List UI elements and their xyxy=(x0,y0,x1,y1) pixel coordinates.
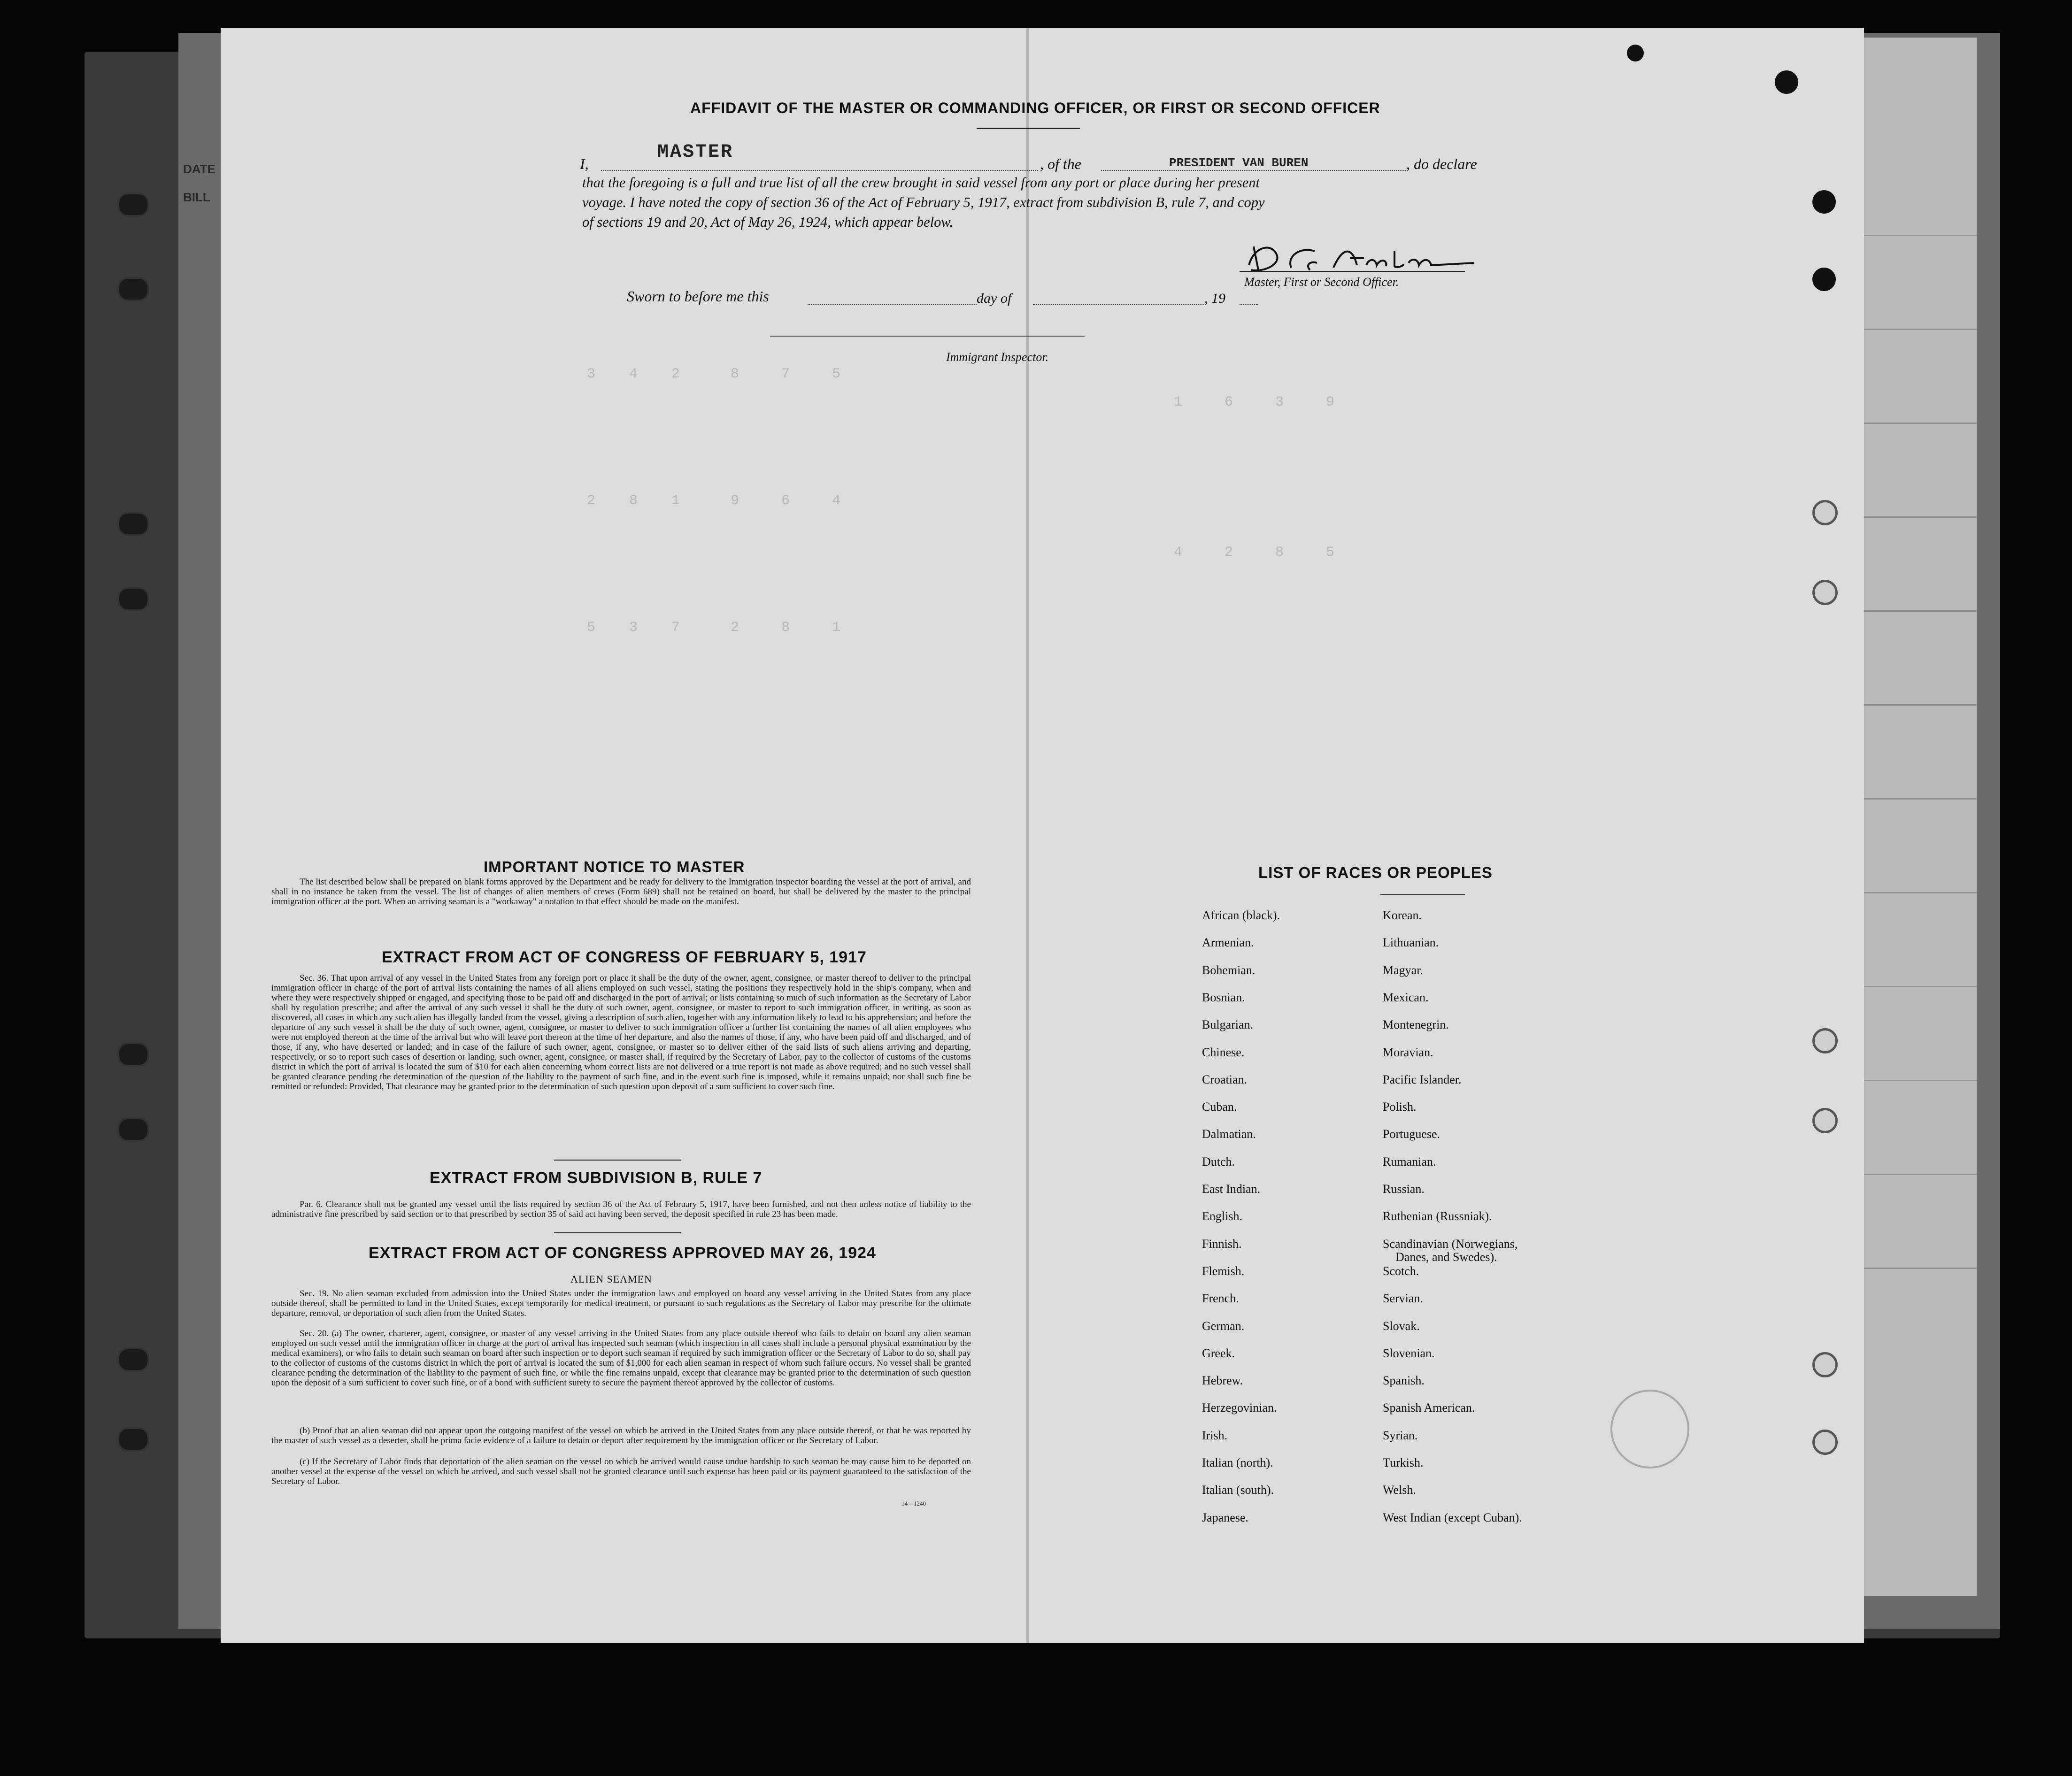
race-item: Mexican. xyxy=(1383,990,1429,1004)
race-item: German. xyxy=(1202,1319,1245,1333)
affidavit-vessel: PRESIDENT VAN BUREN xyxy=(1169,156,1309,170)
form-number: 14—1240 xyxy=(901,1500,926,1507)
race-item: Turkish. xyxy=(1383,1456,1424,1469)
extract-1917-text: Sec. 36. That upon arrival of any vessel in the United States from any foreign port or place it shall be the duty of the owner, agent, consignee, or master thereof to deliver to the principal immigration officer in charge of the port of arrival lists containing the names of all aliens employed on such vessel, stating the positions they respectively hold in the ship's company, when and where they were respectively shipped or engaged, and specifying those to be paid off and discharged in the port of arrival; or lists containing so much of such information as the Secretary of Labor shall by regulation prescribe; and after the arrival of any such vessel it shall be the duty of such owner, agent, consignee, or master to report to such immigration officer, in writing, as soon as discovered, all cases in which any such alien has illegally landed from the vessel, giving a description of such alien, together with any information likely to lead to his apprehension; and before the departure of any such vessel it shall be the duty of such owner, agent, consignee, or master to deliver to such immigration officer a further list containing the names of all alien employees who were not employed thereon at the time of the arrival but who will leave port thereon at the time of her departure, and also the names of those, if any, who have been paid off and discharged, and of those, if any, who have deserted or landed; and in case of the failure of such owner, agent, consignee, or master so to deliver either of the said lists of such aliens arriving and departing, respectively, or so to report such cases of desertion or landing, such owner, agent, consignee, or master shall, if required by the Secretary of Labor, pay to the collector of customs of the customs district in which the port of arrival is located the sum of $10 for each alien concerning whom correct lists are not delivered or a true report is not made as above required; and no such vessel shall be granted clearance pending the determination of the question of the liability to the payment of such fine, and in the event such fine is imposed, while it remains unpaid; nor shall such fine be remitted or refunded: Provided, That clearance may be granted prior to the determination of such question upon deposit of a sum sufficient to cover such fine. xyxy=(271,973,971,1092)
race-item: Ruthenian (Russniak). xyxy=(1383,1209,1492,1223)
race-item: Herzegovinian. xyxy=(1202,1401,1277,1415)
race-item: Portuguese. xyxy=(1383,1127,1440,1141)
binder-clip xyxy=(117,1427,149,1452)
race-item: Cuban. xyxy=(1202,1100,1237,1114)
race-item: Bosnian. xyxy=(1202,990,1245,1004)
customs-seal-stamp xyxy=(1610,1390,1689,1468)
binder-clip xyxy=(117,512,149,536)
day-of-label: day of xyxy=(977,291,1012,306)
race-item: English. xyxy=(1202,1209,1242,1223)
race-item: African (black). xyxy=(1202,908,1280,922)
subdivision-b-title: EXTRACT FROM SUBDIVISION B, RULE 7 xyxy=(430,1169,763,1187)
race-item: Moravian. xyxy=(1383,1045,1433,1059)
race-item: Rumanian. xyxy=(1383,1154,1436,1169)
race-item: Dutch. xyxy=(1202,1154,1235,1169)
race-item: Syrian. xyxy=(1383,1428,1418,1442)
punch-hole-ring xyxy=(1812,1028,1838,1053)
punch-hole-ring xyxy=(1812,1352,1838,1377)
inspector-caption: Immigrant Inspector. xyxy=(946,350,1049,364)
race-item: Slovak. xyxy=(1383,1319,1420,1333)
affidavit-title: AFFIDAVIT OF THE MASTER OR COMMANDING OFFICER, OR FIRST OR SECOND OFFICER xyxy=(690,100,1380,116)
race-item: Scandinavian (Norwegians, xyxy=(1383,1237,1518,1251)
race-item: Japanese. xyxy=(1202,1510,1248,1524)
binder-clip xyxy=(117,587,149,611)
binder-clip xyxy=(117,277,149,301)
race-item: Croatian. xyxy=(1202,1072,1248,1086)
race-item: Armenian. xyxy=(1202,936,1254,950)
document-sheet xyxy=(221,28,1864,1643)
binder-clip xyxy=(117,1117,149,1142)
sec-19-text: Sec. 19. No alien seaman excluded from admission into the United States under the immigration laws and employed on board any vessel arriving in the United States from any place outside thereof, shall be permitted to land in the United States, except temporarily for medical treatment, or pursuant to such regulations as the Secretary of Labor may prescribe for the ultimate departure, removal, or deportation of such alien from the United States. xyxy=(271,1289,971,1318)
sec-20c-text: (c) If the Secretary of Labor finds that deportation of the alien seaman on the vessel on which he arrived would cause undue hardship to such seaman he may cause him to be deported on another vessel at the expense of the vessel on which he arrived, and such vessel shall not be granted clearance until such expense has been paid or its payment guaranteed to the satisfaction of the Secretary of Labor. xyxy=(271,1457,971,1486)
binder-clip xyxy=(117,192,149,217)
race-item: Italian (north). xyxy=(1202,1456,1273,1469)
race-item: Flemish. xyxy=(1202,1264,1245,1278)
races-title: LIST OF RACES OR PEOPLES xyxy=(1258,864,1493,881)
race-item: Montenegrin. xyxy=(1383,1018,1449,1032)
race-item: Dalmatian. xyxy=(1202,1127,1256,1141)
page-fold xyxy=(1026,28,1029,1643)
race-item: Greek. xyxy=(1202,1346,1235,1360)
alien-seamen-subtitle: ALIEN SEAMEN xyxy=(570,1273,652,1285)
race-item: Bohemian. xyxy=(1202,963,1256,977)
affidavit-i-label: I, xyxy=(580,155,589,172)
race-item: Scotch. xyxy=(1383,1264,1419,1278)
affidavit-body-line-2: voyage. I have noted the copy of section 36 of the Act of February 5, 1917, extract from subdivision B, rule 7, and copy xyxy=(582,194,1265,210)
sworn-label: Sworn to before me this xyxy=(627,288,769,305)
race-item: Italian (south). xyxy=(1202,1483,1274,1497)
race-item: West Indian (except Cuban). xyxy=(1383,1510,1522,1524)
race-item: Chinese. xyxy=(1202,1045,1245,1059)
punch-hole xyxy=(1627,45,1644,62)
notice-text: The list described below shall be prepared on blank forms approved by the Department and be ready for delivery to the Immigration inspector boarding the vessel at the port of arrival, and shall in no instance be taken from the vessel. The list of changes of alien members of crews (Form 689) shall not be retained on board, but shall be delivered by the master to the principal immigration officer at the port. When an arriving seaman is a "workaway" a notation to that effect should be made on the manifest. xyxy=(271,877,971,907)
race-item: Danes, and Swedes). xyxy=(1395,1250,1497,1264)
punch-hole-ring xyxy=(1812,1430,1838,1455)
race-item: Russian. xyxy=(1383,1182,1425,1196)
sec-20a-text: Sec. 20. (a) The owner, charterer, agent, consignee, or master of any vessel arriving in the United States from any place outside thereof who fails to detain on board any alien seaman employed on such vessel until the immigration officer in charge at the port of arrival has inspected such seaman (which inspection in all cases shall include a personal physical examination by the medical examiners), or who fails to detain such seaman on board after such inspection or to deport such seaman if required by such immigration officer or the Secretary of Labor to do so, shall pay to the collector of customs of the customs district in which the port of arrival is located the sum of $1,000 for each alien seaman in respect of whom such failure occurs. No vessel shall be granted clearance pending the determination of the liability to the payment of such fine, or while the fine remains unpaid, except that clearance may be granted prior to the determination of such question upon the deposit of a sum sufficient to cover such fine, or of a bond with sufficient surety to secure the payment thereof approved by the collector of customs. xyxy=(271,1329,971,1388)
race-item: Hebrew. xyxy=(1202,1374,1243,1388)
race-item: Korean. xyxy=(1383,908,1422,922)
punch-hole-ring xyxy=(1812,1108,1838,1133)
affidavit-rank: MASTER xyxy=(657,142,734,163)
subdivision-b-text: Par. 6. Clearance shall not be granted any vessel until the lists required by section 36 of the Act of February 5, 1917, have been furnished, and not then unless notice of liability to the administrative fine prescribed by said section or to that prescribed by section 35 of said act having been served, the deposit specified in rule 23 has been made. xyxy=(271,1199,971,1219)
race-item: Spanish American. xyxy=(1383,1401,1475,1415)
side-label-bill: BILL xyxy=(183,190,210,204)
year-label: , 19 xyxy=(1204,291,1225,306)
punch-hole-ring xyxy=(1812,580,1838,605)
extract-1924-title: EXTRACT FROM ACT OF CONGRESS APPROVED MAY 26, 1924 xyxy=(369,1244,876,1262)
race-item: Finnish. xyxy=(1202,1237,1242,1251)
punch-hole-ring xyxy=(1812,500,1838,525)
binder-clip xyxy=(117,1042,149,1067)
side-label-date: DATE xyxy=(183,162,216,176)
affidavit-body-line-1: that the foregoing is a full and true list of all the crew brought in said vessel from any port or place during her present xyxy=(582,175,1260,191)
race-item: Bulgarian. xyxy=(1202,1018,1254,1032)
race-item: Slovenian. xyxy=(1383,1346,1435,1360)
punch-hole xyxy=(1775,70,1798,94)
signature-caption: Master, First or Second Officer. xyxy=(1244,275,1399,289)
race-item: French. xyxy=(1202,1292,1239,1306)
race-item: Welsh. xyxy=(1383,1483,1416,1497)
race-item: Spanish. xyxy=(1383,1374,1425,1388)
race-item: Polish. xyxy=(1383,1100,1417,1114)
race-item: Pacific Islander. xyxy=(1383,1072,1462,1086)
punch-hole xyxy=(1812,190,1836,214)
affidavit-of-the-label: , of the xyxy=(1040,155,1081,172)
notice-title: IMPORTANT NOTICE TO MASTER xyxy=(484,858,745,876)
punch-hole xyxy=(1812,268,1836,291)
race-item: Lithuanian. xyxy=(1383,936,1439,950)
affidavit-declare-label: , do declare xyxy=(1406,155,1477,172)
extract-1917-title: EXTRACT FROM ACT OF CONGRESS OF FEBRUARY 5, 1917 xyxy=(382,948,867,966)
race-item: Servian. xyxy=(1383,1292,1423,1306)
affidavit-body-line-3: of sections 19 and 20, Act of May 26, 1924, which appear below. xyxy=(582,214,954,230)
race-item: Magyar. xyxy=(1383,963,1423,977)
race-item: Irish. xyxy=(1202,1428,1228,1442)
sec-20b-text: (b) Proof that an alien seaman did not appear upon the outgoing manifest of the vessel on which he arrived in the United States from any place outside thereof, or that he was reported by the master of such vessel as a deserter, shall be prima facie evidence of a failure to detain or deport after requirement by the immigration officer or the Secretary of Labor. xyxy=(271,1426,971,1445)
binder-clip xyxy=(117,1347,149,1372)
race-item: East Indian. xyxy=(1202,1182,1261,1196)
